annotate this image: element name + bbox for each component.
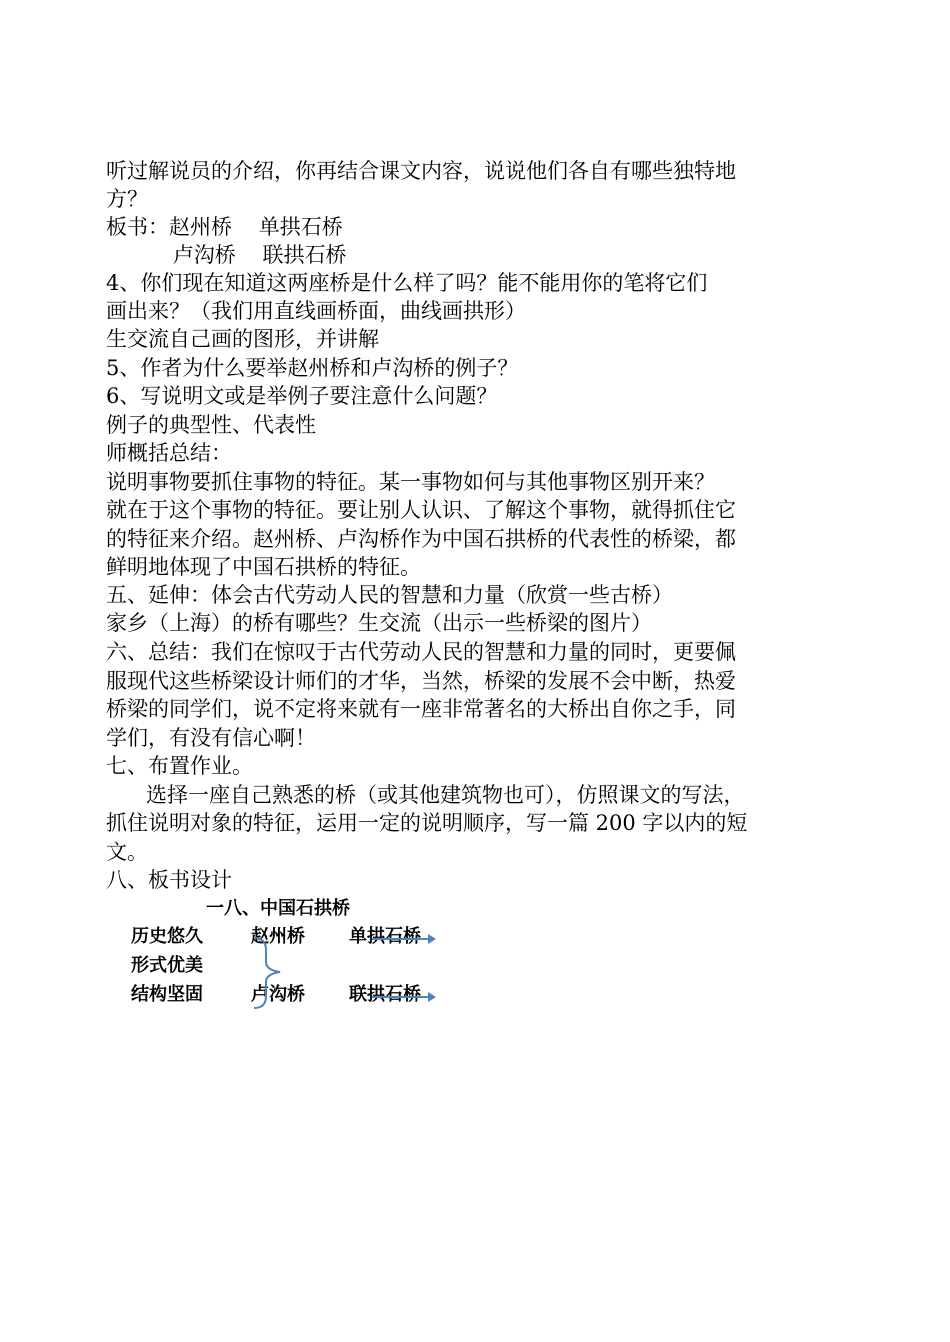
curly-brace (254, 938, 280, 1008)
text-line: 生交流自己画的图形，并讲解 (106, 327, 379, 351)
text-line: 就在于这个事物的特征。要让别人认识、了解这个事物，就得抓住它 (106, 498, 736, 522)
text-line: 方？ (106, 187, 148, 211)
text-line: 五、延伸：体会古代劳动人民的智慧和力量（欣赏一些古桥） (106, 583, 673, 607)
board-feature-form: 形式优美 (131, 955, 203, 976)
board-type-single-arch: 单拱石桥 (349, 926, 421, 947)
board-feature-history: 历史悠久 (131, 926, 203, 947)
board-bridge-zhaozhou: 赵州桥 (251, 926, 305, 947)
text-line: 服现代这些桥梁设计师们的才华，当然，桥梁的发展不会中断，热爱 (106, 669, 736, 693)
text-line: 听过解说员的介绍，你再结合课文内容，说说他们各自有哪些独特地 (106, 159, 736, 183)
text-line: 学们，有没有信心啊！ (106, 726, 316, 750)
text-line: 六、总结：我们在惊叹于古代劳动人民的智慧和力量的同时，更要佩 (106, 640, 736, 664)
text-line: 画出来？（我们用直线画桥面，曲线画拱形） (106, 299, 526, 323)
text-line: 6、写说明文或是举例子要注意什么问题？ (106, 384, 498, 408)
arrow-icon (372, 992, 436, 1002)
text-line: 选择一座自己熟悉的桥（或其他建筑物也可），仿照课文的写法， (106, 783, 745, 807)
arrow-icon (372, 934, 436, 944)
text-line: 文。 (106, 840, 148, 864)
board-title: 一八、中国石拱桥 (206, 898, 350, 919)
text-line: 说明事物要抓住事物的特征。某一事物如何与其他事物区别开来？ (106, 470, 715, 494)
board-type-multi-arch: 联拱石桥 (349, 984, 421, 1005)
board-bridge-lugou: 卢沟桥 (251, 984, 305, 1005)
text-line: 例子的典型性、代表性 (106, 413, 316, 437)
text-line: 桥梁的同学们，说不定将来就有一座非常著名的大桥出自你之手，同 (106, 697, 736, 721)
text-line: 师概括总结： (106, 441, 232, 465)
text-line: 5、作者为什么要举赵州桥和卢沟桥的例子？ (106, 356, 519, 380)
text-line: 抓住说明对象的特征，运用一定的说明顺序，写一篇 200 字以内的短 (106, 811, 748, 835)
text-line: 七、布置作业。 (106, 754, 253, 778)
text-line: 的特征来介绍。赵州桥、卢沟桥作为中国石拱桥的代表性的桥梁，都 (106, 527, 736, 551)
text-line: 板书：赵州桥 单拱石桥 (106, 215, 343, 239)
text-line: 4、你们现在知道这两座桥是什么样了吗？能不能用你的笔将它们 (106, 271, 708, 295)
board-feature-structure: 结构坚固 (131, 984, 203, 1005)
text-line: 鲜明地体现了中国石拱桥的特征。 (106, 555, 421, 579)
text-line: 卢沟桥 联拱石桥 (106, 243, 347, 267)
text-line: 家乡（上海）的桥有哪些？生交流（出示一些桥梁的图片） (106, 611, 652, 635)
text-line: 八、板书设计 (106, 868, 232, 892)
